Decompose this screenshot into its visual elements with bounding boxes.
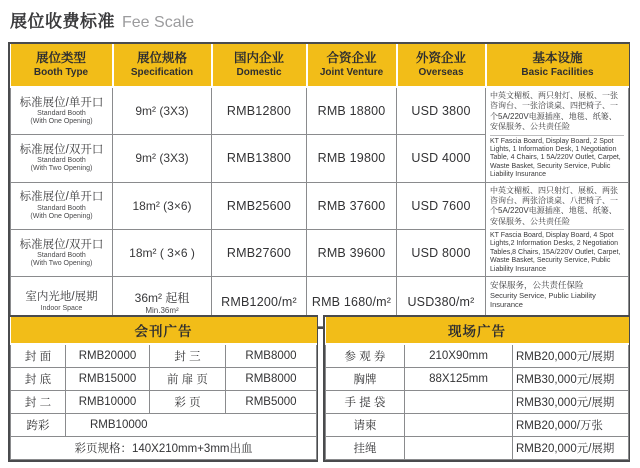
booth-type-cell: 标准展位/单开口 Standard Booth (With One Opening) (11, 182, 113, 229)
ad-label-cell: 前 扉 页 (150, 367, 226, 390)
ad-size-cell (405, 390, 513, 413)
onsite-ads-table (323, 315, 630, 462)
ad-price-cell: RMB20,000元/展期 (513, 344, 629, 367)
booth-type-cell: 室内光地/展期 Indoor Space (11, 277, 113, 327)
joint-price-cell: RMB 37600 (307, 182, 397, 229)
ad-label-cell: 封 三 (150, 344, 226, 367)
joint-price-cell: RMB 18800 (307, 87, 397, 135)
page-title (10, 7, 194, 32)
ad-label-cell: 参 观 券 (326, 344, 405, 367)
ad-size-cell: 210X90mm (405, 344, 513, 367)
ad-price-cell: RMB5000 (226, 390, 317, 413)
joint-price-cell: RMB 1680/m² (307, 277, 397, 327)
spec-cell: 18m² ( 3×6 ) (113, 229, 212, 276)
header-specification: 展位规格 Specification (113, 44, 212, 87)
overseas-price-cell: USD 8000 (397, 229, 486, 276)
table-row (11, 182, 629, 229)
domestic-price-cell: RMB12800 (212, 87, 307, 135)
booth-type-cell: 标准展位/单开口 Standard Booth (With One Opening) (11, 87, 113, 135)
table-row (11, 367, 317, 390)
journal-ads-header-row (11, 317, 317, 344)
ad-label-cell: 彩 页 (150, 390, 226, 413)
ad-price-cell: RMB20000 (66, 344, 150, 367)
header-basic-facilities: 基本设施 Basic Facilities (486, 44, 629, 87)
domestic-price-cell: RMB1200/m² (212, 277, 307, 327)
facilities-text-en: KT Fascia Board, Display Board, 4 Spot Lights,2 Information Desks, 2 Negotiation Tables,8 Chairs, 15A/220V Outlet, Carpet, Waste Basket, Security Service, Public Liability Insurance (490, 232, 621, 273)
table-row (11, 344, 317, 367)
table-row (326, 344, 629, 367)
facilities-text-en: KT Fascia Board, Display Board, 2 Spot Lights, 1 Information Desk, 1 Negotiation Table, 4 Chairs, 1 5A/220V Outlet, Carpet, Waste Basket, Security Service, Public Liability Insurance (490, 137, 621, 179)
ad-label-cell: 封 底 (11, 367, 66, 390)
ad-price-cell: RMB20,000/万张 (513, 413, 629, 436)
booth-type-cell: 标准展位/双开口 Standard Booth (With Two Opening) (11, 135, 113, 183)
table-row (326, 436, 629, 459)
ad-label-cell: 请柬 (326, 413, 405, 436)
booth-fee-table (8, 42, 630, 329)
ad-label-cell: 封 面 (11, 344, 66, 367)
facilities-cell (486, 182, 629, 277)
ad-price-cell: RMB10000 (66, 390, 150, 413)
ad-price-cell: RMB30,000元/展期 (513, 367, 629, 390)
advertising-tables (8, 315, 630, 462)
facilities-text-zh: 中英文楣板、两只射灯、展板、一张咨询台、一张洽谈桌、四把椅子、一个5A/220V电源插座、地毯、纸篓、安保服务、公共责任险 (490, 91, 624, 136)
onsite-ads-header: 现场广告 (326, 317, 629, 344)
overseas-price-cell: USD 4000 (397, 135, 486, 183)
journal-ads-header: 会刊广告 (11, 317, 317, 344)
domestic-price-cell: RMB13800 (212, 135, 307, 183)
ad-note-cell: 彩页规格：140X210mm+3mm出血 (11, 436, 317, 459)
ad-size-cell: 88X125mm (405, 367, 513, 390)
joint-price-cell: RMB 19800 (307, 135, 397, 183)
facilities-text-en: Security Service, Public Liability Insurance (490, 291, 596, 310)
ad-price-cell: RMB20,000元/展期 (513, 436, 629, 459)
domestic-price-cell: RMB27600 (212, 229, 307, 276)
table-row (326, 413, 629, 436)
booth-type-cell: 标准展位/双开口 Standard Booth (With Two Opening) (11, 229, 113, 276)
ad-price-cell: RMB8000 (226, 367, 317, 390)
facilities-cell (486, 87, 629, 182)
ad-size-cell (405, 413, 513, 436)
domestic-price-cell: RMB25600 (212, 182, 307, 229)
header-overseas: 外资企业 Overseas (397, 44, 486, 87)
fee-header-row (11, 44, 629, 87)
onsite-ads-header-row (326, 317, 629, 344)
table-row (11, 413, 317, 436)
ad-label-cell: 跨彩 (11, 413, 66, 436)
facilities-text-zh: 安保服务，公共责任保险 (490, 280, 584, 291)
header-joint-venture: 合资企业 Joint Venture (307, 44, 397, 87)
ad-price-cell: RMB10000 (66, 413, 317, 436)
facilities-text-zh: 中英文楣板、四只射灯、展板、两张咨询台、两张洽谈桌、八把椅子、一个5A/220V电源插座、地毯、纸篓、安保服务、公共责任险 (490, 186, 624, 231)
ad-price-cell: RMB15000 (66, 367, 150, 390)
spec-cell: 9m² (3X3) (113, 135, 212, 183)
ad-label-cell: 胸牌 (326, 367, 405, 390)
page-title-en: Fee Scale (122, 14, 195, 31)
spec-cell: 9m² (3X3) (113, 87, 212, 135)
spec-cell: 18m² (3×6) (113, 182, 212, 229)
table-row (326, 367, 629, 390)
header-domestic: 国内企业 Domestic (212, 44, 307, 87)
ad-price-cell: RMB30,000元/展期 (513, 390, 629, 413)
ad-price-cell: RMB8000 (226, 344, 317, 367)
joint-price-cell: RMB 39600 (307, 229, 397, 276)
spec-cell: 36m² 起租 Min.36m² (113, 277, 212, 327)
table-row (326, 390, 629, 413)
overseas-price-cell: USD380/m² (397, 277, 486, 327)
header-booth-type: 展位类型 Booth Type (11, 44, 113, 87)
ad-label-cell: 挂绳 (326, 436, 405, 459)
journal-ads-table (8, 315, 318, 462)
ad-size-cell (405, 436, 513, 459)
overseas-price-cell: USD 3800 (397, 87, 486, 135)
table-row (11, 390, 317, 413)
page-title-zh: 展位收费标准 (10, 12, 115, 31)
ad-label-cell: 封 二 (11, 390, 66, 413)
overseas-price-cell: USD 7600 (397, 182, 486, 229)
table-row (11, 87, 629, 135)
ad-label-cell: 手 提 袋 (326, 390, 405, 413)
table-row (11, 436, 317, 459)
